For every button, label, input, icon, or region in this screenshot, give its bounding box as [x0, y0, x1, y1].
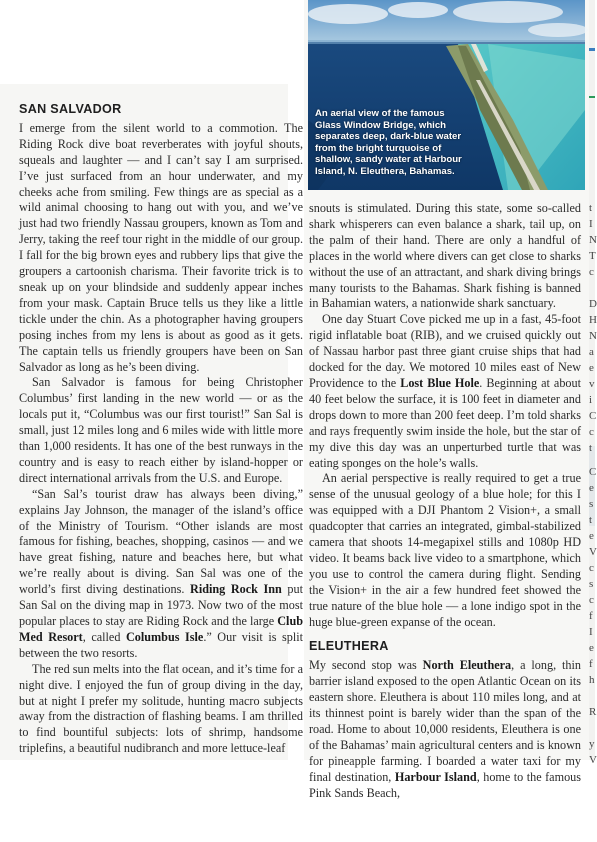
- section-heading-san-salvador: SAN SALVADOR: [19, 102, 122, 116]
- paragraph-text: snouts is stimulated. During this state, some so-called shark whisperers can even balance a shark, tail up, on the palm of their hand. There are only a handful of places in the world where divers can get close to sharks without the use of an attractant, and shark diving brings many tourists to the Bahamas. Shark fishing is banned in Bahamian waters, a nationwide shark sanctuary.: [309, 201, 581, 311]
- left-paragraph: [19, 487, 303, 662]
- paragraph-text: An aerial perspective is really required to get a true sense of the unusual geology of a blue hole; for this I was equipped with a DJI Phantom 2 Vision+, a small quadcopter that carries an integrated, gimbal-stabilized camera that shoots 14-megapixel stills and 1080p HD video. It beams back live video to a smartphone, which you use to control the camera during flight. Sending the Vision+ in the air a few hundred feet showed the true nature of the blue hole — a lone indigo spot in the huge blue-green expanse of the ocean.: [309, 471, 581, 629]
- place-name: North Eleuthera: [422, 658, 512, 673]
- text-fragment: N: [589, 330, 597, 342]
- text-fragment: R: [589, 706, 597, 718]
- text-fragment: C: [589, 466, 597, 478]
- text-fragment: y: [589, 738, 595, 750]
- text-fragment: T: [589, 250, 596, 262]
- text-fragment: D: [589, 298, 597, 310]
- text-fragment: c: [589, 562, 594, 574]
- section-heading-eleuthera: ELEUTHERA: [309, 639, 389, 654]
- text-fragment: I: [589, 218, 593, 230]
- paragraph-text: The red sun melts into the flat ocean, and it’s time for a night dive. I enjoyed the fun of group diving in the day, but at night I prefer my solitude, hunting macro subjects away from the distraction of flashing beams. I am thrilled to find bountiful subjects: lots of shrimp, handsome triplefins, a beautiful nudibranch and more lettuce-leaf: [19, 661, 303, 756]
- paragraph-text: , home to the famous Pink Sands Beach,: [309, 769, 582, 800]
- place-name: Harbour Island: [394, 769, 477, 784]
- text-fragment: e: [589, 362, 594, 374]
- accent-bar-green: [589, 96, 595, 98]
- left-paragraph: [19, 662, 303, 757]
- middle-body-text: [309, 201, 581, 630]
- text-fragment: t: [589, 442, 593, 454]
- text-fragment: H: [589, 314, 597, 326]
- middle-page: [304, 0, 589, 800]
- text-fragment: c: [589, 426, 594, 438]
- text-fragment: e: [589, 482, 594, 494]
- text-fragment: s: [589, 578, 594, 590]
- paragraph-text: One day Stuart Cove picked me up in a fast, 45-foot rigid inflatable boat (RIB), and we cruised quickly out of Nassau harbor past three giant cruise ships that had docked for the day. We motored 10 miles east of New Providence to the: [309, 312, 581, 390]
- text-fragment: c: [589, 266, 594, 278]
- text-fragment: V: [589, 754, 597, 766]
- middle-paragraph: [309, 471, 581, 630]
- text-fragment: e: [589, 642, 594, 654]
- text-fragment: t: [589, 202, 593, 214]
- text-fragment: N: [589, 234, 597, 246]
- photo-caption: An aerial view of the famous Glass Window Bridge, which separates deep, dark-blue water from the bright turquoise of shallow, sandy water at Harbour Island, N. Eleuthera, Bahamas.: [315, 108, 462, 177]
- text-fragment: v: [589, 378, 595, 390]
- text-fragment: e: [589, 530, 594, 542]
- left-body-text: [19, 121, 303, 757]
- accent-bar-blue: [589, 48, 595, 51]
- place-name: Club Med Resort: [19, 614, 303, 644]
- paragraph-text: . Beginning at about 40 feet below the surface, it is 100 feet in diameter and drops down to more than 200 feet deep. I’m told sharks and rays frequently swim inside the hole, but the star of my dive this day was an unperturbed turtle that was eating sponges on the hole’s walls.: [309, 375, 581, 470]
- paragraph-text: .” Our visit is split between the two resorts.: [19, 629, 303, 660]
- left-article-column: [19, 102, 303, 757]
- aerial-photo: [308, 0, 585, 190]
- place-name: Lost Blue Hole: [400, 375, 480, 390]
- place-name: Columbus Isle: [125, 629, 204, 644]
- text-fragment: V: [589, 546, 597, 558]
- paragraph-text: My second stop was: [309, 658, 423, 673]
- text-fragment: h: [589, 674, 595, 686]
- paragraph-text: I emerge from the silent world to a commotion. The Riding Rock dive boat reverberates with joyful shouts, squeals and laughter — and I can’t say I am surprised. I’ve just surfaced from an hour underwater, and my cheeks ache from smiling. Few things are as special as a wild animal choosing to hang out with you, and we’ve just had two friendly Nassau groupers, known as Tom and Jerry, taking the reef tour right in the middle of our group. I fall for the big brown eyes and rubbery lips that give the groupers a cartoonish charisma. Their favorite trick is to sneak up on your blindside and suddenly appear inches from your mask. Captain Bruce tells us they like a little tickle under the chin. As a photographer having groupers posing inches from my lens is about as good as it gets. The captain tells us friendly groupers have been on San Salvador as long as he’s been diving.: [19, 120, 303, 374]
- paragraph-text: “San Sal’s tourist draw has always been diving,” explains Jay Johnson, the manager of the island’s office of the Ministry of Tourism. “Other islands are most famous for fishing, beaches, shopping, casinos — and we have great fishing, nature and beaches here, but what we’re really about is diving. San Sal was one of the world’s first diving destinations.: [19, 486, 303, 597]
- text-fragment: c: [589, 594, 594, 606]
- left-paragraph: [19, 121, 303, 376]
- text-fragment: f: [589, 658, 593, 670]
- left-page: [0, 84, 303, 760]
- left-paragraph: [19, 375, 303, 486]
- paragraph-text: put San Sal on the diving map in 1973. Now two of the most popular places to stay are Riding Rock and the large: [19, 582, 303, 628]
- place-name: Riding Rock Inn: [190, 582, 282, 597]
- text-fragment: I: [589, 626, 593, 638]
- middle-paragraph: [309, 201, 581, 312]
- text-fragment: t: [589, 514, 593, 526]
- text-fragment: i: [589, 394, 593, 406]
- right-page-edge: [589, 0, 597, 766]
- text-fragment: a: [589, 346, 594, 358]
- paragraph-text: San Salvador is famous for being Christopher Columbus’ first landing in the new world — or as the locals put it, “Columbus was our first tourist!” San Sal is small, just 12 miles long and 6 miles wide with little more than 1,000 residents. It has one of the best runways in the country and is easy to reach either by island-hopper or direct international arrivals from the U.S. and Europe.: [19, 375, 303, 485]
- paragraph-text: , a long, thin barrier island exposed to the open Atlantic Ocean on its eastern shore. Eleuthera is about 110 miles long, and at its thinnest point is barely wider than the span of the road. Home to about 10,000 residents, Eleuthera is one of the Bahamas’ main agricultural centers and is known for pineapple farming. I boarded a water taxi for my final destination,: [309, 658, 581, 784]
- middle-paragraph: [309, 312, 581, 471]
- text-fragment: f: [589, 610, 593, 622]
- paragraph-text: , called: [82, 629, 126, 644]
- eleuthera-paragraph: [309, 658, 581, 801]
- eleuthera-body-text: [309, 658, 581, 801]
- middle-article-column: [309, 201, 581, 802]
- text-fragment: C: [589, 410, 597, 422]
- text-fragment: s: [589, 498, 594, 510]
